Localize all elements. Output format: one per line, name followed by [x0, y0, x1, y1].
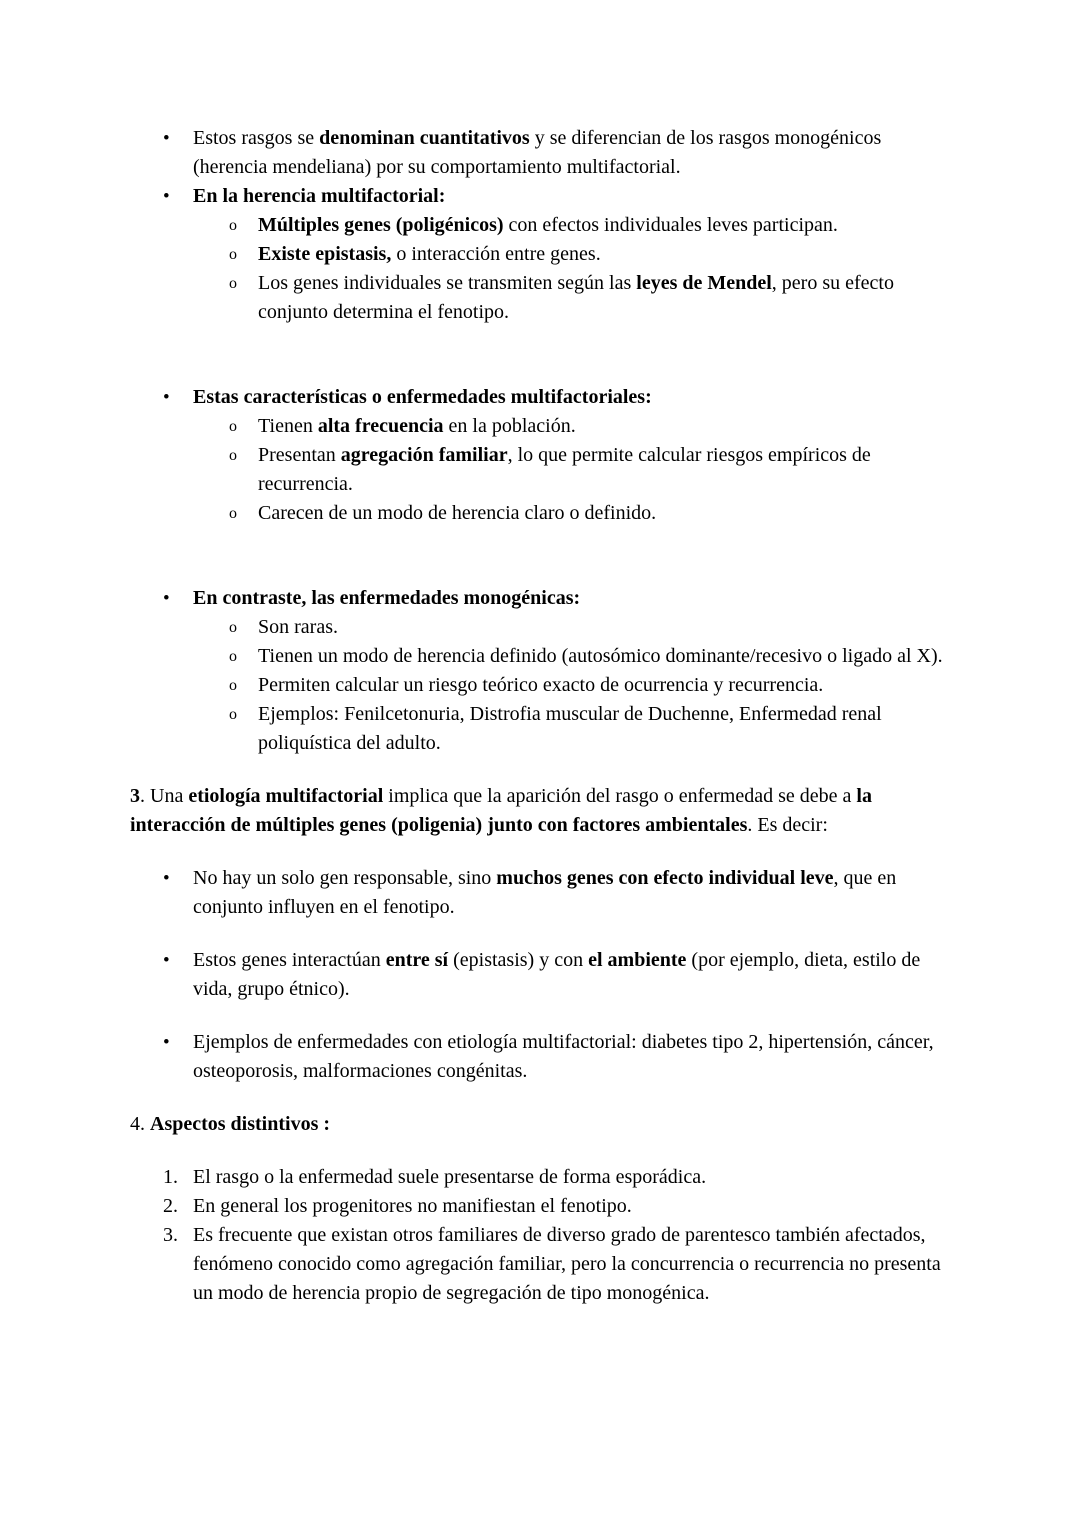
- bullet-list-item: [130, 946, 948, 1004]
- bold-text-run: la interacción de múltiples genes (poligenia) junto con factores ambientales: [130, 785, 872, 836]
- paragraph: [130, 782, 948, 840]
- text-content: [193, 1192, 948, 1221]
- bullet-list-item: [130, 864, 948, 922]
- bold-text-run: agregación familiar: [340, 444, 508, 466]
- text-content: [258, 412, 948, 441]
- list-number-marker: 1.: [163, 1166, 178, 1188]
- circle-bullet-icon: o: [229, 619, 237, 636]
- text-run: Ejemplos de enfermedades con etiología multifactorial: diabetes tipo 2, hipertensión, cáncer, osteoporosis, malformaciones congénitas.: [193, 1031, 934, 1082]
- text-run: (epistasis) y con: [448, 949, 589, 971]
- text-run: Tienen: [258, 415, 318, 437]
- bullet-list-item: [130, 124, 948, 182]
- text-run: En general los progenitores no manifiestan el fenotipo.: [193, 1195, 632, 1217]
- bold-text-run: el ambiente: [588, 949, 687, 971]
- bold-text-run: En contraste, las enfermedades monogénicas:: [193, 587, 581, 609]
- text-run: , lo que permite calcular riesgos empíricos de recurrencia.: [258, 444, 871, 495]
- bullet-list-item: [130, 1028, 948, 1086]
- text-content: [258, 671, 948, 700]
- disc-bullet-icon: •: [163, 950, 170, 971]
- text-run: 4.: [130, 1113, 150, 1135]
- disc-bullet-icon: •: [163, 588, 170, 609]
- text-run: , pero su efecto conjunto determina el fenotipo.: [258, 272, 894, 323]
- list-number-marker: 2.: [163, 1195, 178, 1217]
- circle-bullet-icon: o: [229, 706, 237, 723]
- circle-bullet-icon: o: [229, 275, 237, 292]
- list-number-marker: 3.: [163, 1224, 178, 1246]
- bullet-list-item: [130, 584, 948, 613]
- text-run: (por ejemplo, dieta, estilo de vida, grupo étnico).: [193, 949, 921, 1000]
- circle-bullet-icon: o: [229, 505, 237, 522]
- text-content: [258, 700, 948, 758]
- bold-text-run: muchos genes con efecto individual leve: [496, 867, 834, 889]
- numbered-list-item: [130, 1221, 948, 1308]
- text-run: en la población.: [443, 415, 576, 437]
- text-run: Presentan: [258, 444, 341, 466]
- text-run: Son raras.: [258, 616, 338, 638]
- text-run: con efectos individuales leves participan.: [503, 214, 838, 236]
- text-content: [193, 946, 948, 1004]
- numbered-list-item: [130, 1163, 948, 1192]
- bold-text-run: alta frecuencia: [317, 415, 444, 437]
- bold-text-run: Estas características o enfermedades multifactoriales:: [193, 386, 652, 408]
- bold-text-run: etiología multifactorial: [188, 785, 384, 807]
- text-run: o interacción entre genes.: [391, 243, 601, 265]
- text-content: [130, 785, 872, 836]
- text-content: [258, 642, 948, 671]
- bold-text-run: Existe epistasis,: [258, 243, 392, 265]
- blank-line-spacer: [130, 327, 948, 383]
- bold-text-run: Aspectos distintivos :: [150, 1113, 331, 1135]
- text-run: Permiten calcular un riesgo teórico exacto de ocurrencia y recurrencia.: [258, 674, 824, 696]
- bold-text-run: entre sí: [385, 949, 449, 971]
- circle-bullet-icon: o: [229, 418, 237, 435]
- bullet-list-item: [130, 383, 948, 412]
- blank-line-spacer: [130, 528, 948, 584]
- text-content: [258, 269, 948, 327]
- text-content: [193, 1221, 948, 1308]
- disc-bullet-icon: •: [163, 387, 170, 408]
- numbered-list-item: [130, 1192, 948, 1221]
- bullet-list-item: [130, 182, 948, 211]
- bold-text-run: denominan cuantitativos: [319, 127, 530, 149]
- text-content: [258, 499, 948, 528]
- disc-bullet-icon: •: [163, 128, 170, 149]
- bold-text-run: Múltiples genes (poligénicos): [258, 214, 504, 236]
- disc-bullet-icon: •: [163, 186, 170, 207]
- sub-bullet-list-item: [130, 700, 948, 758]
- sub-bullet-list-item: [130, 613, 948, 642]
- sub-bullet-list-item: [130, 412, 948, 441]
- text-run: . Es decir:: [747, 814, 828, 836]
- sub-bullet-list-item: [130, 240, 948, 269]
- text-run: Estos rasgos se: [193, 127, 320, 149]
- circle-bullet-icon: o: [229, 246, 237, 263]
- sub-bullet-list-item: [130, 642, 948, 671]
- text-run: Tienen un modo de herencia definido (autosómico dominante/recesivo o ligado al X).: [258, 645, 943, 667]
- text-run: Es frecuente que existan otros familiares de diverso grado de parentesco también afectados, fenómeno conocido como agregación familiar, pero la concurrencia o recurrencia no presenta un modo de herencia propio de segregación de tipo monogénica.: [193, 1224, 941, 1304]
- circle-bullet-icon: o: [229, 447, 237, 464]
- text-content: [130, 1113, 330, 1135]
- text-run: Carecen de un modo de herencia claro o definido.: [258, 502, 657, 524]
- text-run: , que en conjunto influyen en el fenotipo.: [193, 867, 897, 918]
- text-run: . Una: [140, 785, 189, 807]
- text-run: implica que la aparición del rasgo o enfermedad se debe a: [383, 785, 857, 807]
- bold-text-run: leyes de Mendel: [636, 272, 772, 294]
- sub-bullet-list-item: [130, 211, 948, 240]
- document-content: [130, 124, 948, 1308]
- text-content: [193, 383, 948, 412]
- text-content: [193, 864, 948, 922]
- text-run: Estos genes interactúan: [193, 949, 386, 971]
- text-content: [193, 124, 948, 182]
- text-content: [258, 441, 948, 499]
- text-run: No hay un solo gen responsable, sino: [193, 867, 497, 889]
- text-run: Los genes individuales se transmiten según las: [258, 272, 637, 294]
- text-content: [193, 1163, 948, 1192]
- circle-bullet-icon: o: [229, 648, 237, 665]
- text-content: [258, 613, 948, 642]
- paragraph: [130, 1110, 948, 1139]
- bold-text-run: En la herencia multifactorial:: [193, 185, 446, 207]
- circle-bullet-icon: o: [229, 677, 237, 694]
- sub-bullet-list-item: [130, 671, 948, 700]
- disc-bullet-icon: •: [163, 868, 170, 889]
- sub-bullet-list-item: [130, 441, 948, 499]
- bold-text-run: 3: [130, 785, 140, 807]
- text-content: [258, 211, 948, 240]
- text-run: El rasgo o la enfermedad suele presentarse de forma esporádica.: [193, 1166, 707, 1188]
- text-content: [193, 584, 948, 613]
- sub-bullet-list-item: [130, 499, 948, 528]
- text-content: [193, 182, 948, 211]
- text-content: [258, 240, 948, 269]
- disc-bullet-icon: •: [163, 1032, 170, 1053]
- text-content: [193, 1028, 948, 1086]
- text-run: Ejemplos: Fenilcetonuria, Distrofia muscular de Duchenne, Enfermedad renal poliquística del adulto.: [258, 703, 882, 754]
- text-run: y se diferencian de los rasgos monogénicos (herencia mendeliana) por su comportamiento multifactorial.: [193, 127, 882, 178]
- sub-bullet-list-item: [130, 269, 948, 327]
- circle-bullet-icon: o: [229, 217, 237, 234]
